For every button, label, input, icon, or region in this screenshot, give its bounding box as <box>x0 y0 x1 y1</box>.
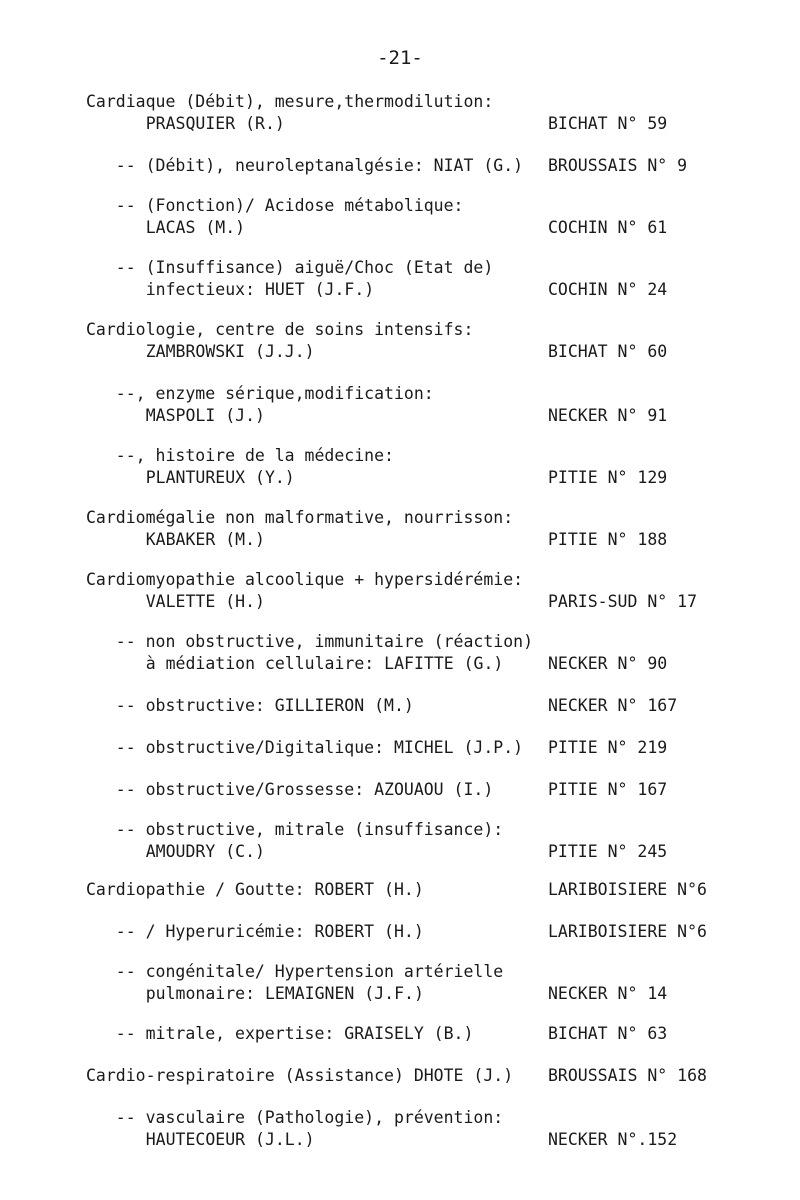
entry-ref: LARIBOISIERE N°6 <box>548 880 707 899</box>
entry-line: KABAKER (M.) <box>106 530 265 549</box>
entry-ref: NECKER N° 90 <box>548 654 668 673</box>
entry-ref: BICHAT N° 59 <box>548 114 668 133</box>
entry-line: pulmonaire: LEMAIGNEN (J.F.) <box>106 984 424 1003</box>
entry-line: HAUTECOEUR (J.L.) <box>106 1130 315 1149</box>
entry-line: -- obstructive: GILLIERON (M.) <box>86 696 414 715</box>
entry-line: ZAMBROWSKI (J.J.) <box>106 342 315 361</box>
entry-ref: BICHAT N° 63 <box>548 1024 668 1043</box>
entry-line: AMOUDRY (C.) <box>106 842 265 861</box>
entry-ref: BROUSSAIS N° 9 <box>548 156 688 175</box>
entry-line: LACAS (M.) <box>106 218 246 237</box>
entry-ref: NECKER N° 91 <box>548 406 668 425</box>
entry-line: -- mitrale, expertise: GRAISELY (B.) <box>86 1024 474 1043</box>
entry-line: à médiation cellulaire: LAFITTE (G.) <box>106 654 504 673</box>
entry-line: VALETTE (H.) <box>106 592 265 611</box>
entry-ref: BROUSSAIS N° 168 <box>548 1066 707 1085</box>
entry-line: MASPOLI (J.) <box>106 406 265 425</box>
entry-ref: PITIE N° 129 <box>548 468 668 487</box>
entry-ref: COCHIN N° 61 <box>548 218 668 237</box>
entry-line: -- (Fonction)/ Acidose métabolique: <box>86 196 464 215</box>
entry-ref: BICHAT N° 60 <box>548 342 668 361</box>
entry-ref: NECKER N° 14 <box>548 984 668 1003</box>
entry-line: Cardiaque (Débit), mesure,thermodilution: <box>86 92 494 111</box>
entry-line: --, histoire de la médecine: <box>86 446 394 465</box>
entry-line: -- / Hyperuricémie: ROBERT (H.) <box>86 922 424 941</box>
entry-line: -- obstructive/Digitalique: MICHEL (J.P.) <box>86 738 524 757</box>
entry-line: infectieux: HUET (J.F.) <box>106 280 375 299</box>
page-number: -21- <box>377 47 423 69</box>
entry-line: -- obstructive/Grossesse: AZOUAOU (I.) <box>86 780 494 799</box>
entry-line: Cardiomégalie non malformative, nourrisson: <box>86 508 514 527</box>
entry-line: Cardio-respiratoire (Assistance) DHOTE (J.) <box>86 1066 514 1085</box>
entry-ref: NECKER N° 167 <box>548 696 678 715</box>
entry-line: -- congénitale/ Hypertension artérielle <box>86 962 504 981</box>
entry-ref: PITIE N° 245 <box>548 842 668 861</box>
entry-ref: PITIE N° 219 <box>548 738 668 757</box>
entry-ref: COCHIN N° 24 <box>548 280 668 299</box>
entry-line: Cardiomyopathie alcoolique + hypersidérémie: <box>86 570 524 589</box>
entry-line: PLANTUREUX (Y.) <box>106 468 295 487</box>
entry-ref: PITIE N° 167 <box>548 780 668 799</box>
entry-line: Cardiopathie / Goutte: ROBERT (H.) <box>86 880 424 899</box>
entry-line: PRASQUIER (R.) <box>106 114 285 133</box>
entry-line: -- (Débit), neuroleptanalgésie: NIAT (G.) <box>86 156 524 175</box>
entry-line: Cardiologie, centre de soins intensifs: <box>86 320 474 339</box>
entry-ref: NECKER N°.152 <box>548 1130 678 1149</box>
entry-ref: PARIS-SUD N° 17 <box>548 592 698 611</box>
entry-line: -- obstructive, mitrale (insuffisance): <box>86 820 504 839</box>
entry-ref: LARIBOISIERE N°6 <box>548 922 707 941</box>
entry-line: -- vasculaire (Pathologie), prévention: <box>86 1108 504 1127</box>
entry-line: -- (Insuffisance) aiguë/Choc (Etat de) <box>86 258 494 277</box>
entry-ref: PITIE N° 188 <box>548 530 668 549</box>
entry-line: -- non obstructive, immunitaire (réaction) <box>86 632 534 651</box>
entry-line: --, enzyme sérique,modification: <box>86 384 434 403</box>
